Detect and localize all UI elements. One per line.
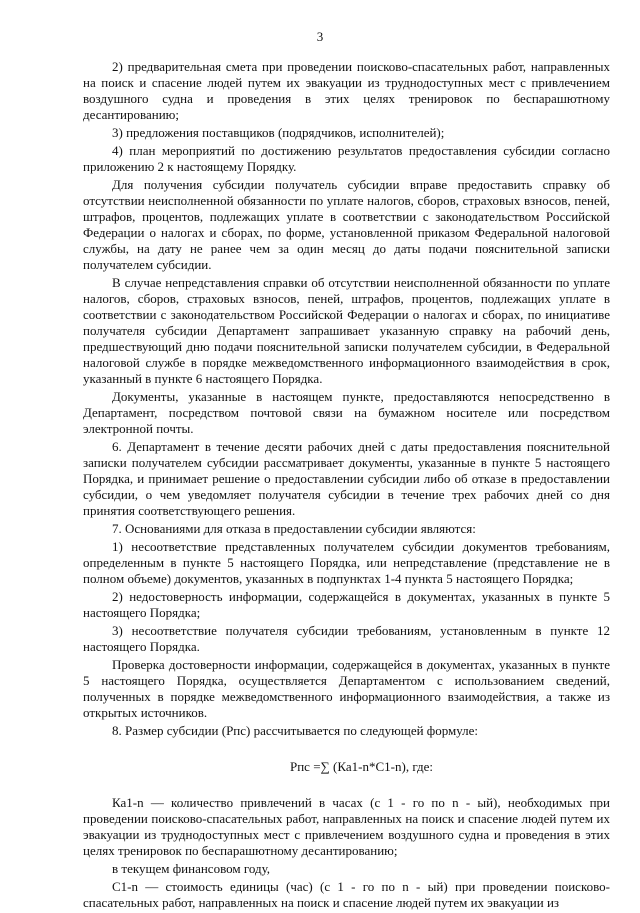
paragraph-certificate-request: В случае непредставления справки об отсутствии неисполненной обязанности по уплате налогов, сборов, страховых взносов, пеней, штрафов, процентов, подлежащих уплате в соответствии с законодательством Российской Федерации о налогах и сборах, по инициативе получателя субсидии Департамент запрашивает указанную справку на рабочий день, предшествующий дню подачи пояснительной записки получателем субсидии, в Федеральной налоговой службе в порядке межведомственного информационного взаимодействия в срок, указанный в пункте 6 настоящего Порядка. xyxy=(83,275,610,386)
paragraph-refusal-reason-1: 1) несоответствие представленных получателем субсидии документов требованиям, определенным в пункте 5 настоящего Порядка, или непредставление (представление не в полном объеме) документов, указанных в подпунктах 1-4 пункта 5 настоящего Порядка; xyxy=(83,539,610,586)
paragraph-preliminary-estimate: 2) предварительная смета при проведении поисково-спасательных работ, направленных на поиск и спасение людей путем их эвакуации из труднодоступных мест с привлечением воздушного судна и проведения в этих целях тренировок по беспарашютному десантированию; xyxy=(83,59,610,122)
document-body xyxy=(83,59,610,913)
paragraph-ka-definition: Ка1-n — количество привлечений в часах (с 1 - го по n - ый), необходимых при проведении поисково-спасательных работ, направленных на поиск и спасение людей путем их эвакуации из труднодоступных мест с привлечением воздушного судна и проведения в этих целях тренировок по беспарашютному десантированию; xyxy=(83,795,610,858)
paragraph-c-definition: С1-n — стоимость единицы (час) (с 1 - го по n - ый) при проведении поисково-спасательных работ, направленных на поиск и спасение людей путем их эвакуации из xyxy=(83,879,610,910)
subsidy-formula: Рпс =∑ (Ка1-n*С1-n), где: xyxy=(290,759,433,774)
paragraph-current-year: в текущем финансовом году, xyxy=(112,861,271,876)
paragraph-documents-delivery: Документы, указанные в настоящем пункте, предоставляются непосредственно в Департамент, посредством почтовой связи на бумажном носителе или посредством электронной почты. xyxy=(83,389,610,436)
paragraph-supplier-proposals: 3) предложения поставщиков (подрядчиков, исполнителей); xyxy=(112,125,445,140)
paragraph-tax-certificate: Для получения субсидии получатель субсидии вправе предоставить справку об отсутствии неисполненной обязанности по уплате налогов, сборов, страховых взносов, пеней, штрафов, процентов, подлежащих уплате в соответствии с законодательством Российской Федерации о налогах и сборах, по форме, установленной приказом Федеральной налоговой службы, на дату не ранее чем за один месяц до даты подачи пояснительной записки получателем субсидии. xyxy=(83,177,610,272)
page-number: 3 xyxy=(316,29,324,44)
paragraph-verification: Проверка достоверности информации, содержащейся в документах, указанных в пункте 5 настоящего Порядка, осуществляется Департаментом с использованием сведений, полученных в порядке межведомственного информационного взаимодействия, а также из открытых источников. xyxy=(83,657,610,720)
paragraph-refusal-reason-3: 3) несоответствие получателя субсидии требованиям, установленным в пункте 12 настоящего Порядка. xyxy=(83,623,610,654)
paragraph-refusal-reason-2: 2) недостоверность информации, содержащейся в документах, указанных в пункте 5 настоящего Порядка; xyxy=(83,589,610,620)
paragraph-clause-7: 7. Основаниями для отказа в предоставлении субсидии являются: xyxy=(112,521,476,536)
paragraph-clause-6: 6. Департамент в течение десяти рабочих дней с даты предоставления пояснительной записки получателем субсидии рассматривает документы, указанные в пункте 5 настоящего Порядка, и принимает решение о предоставлении субсидии либо об отказе в предоставлении субсидии, о чем уведомляет получателя субсидии в течение трех рабочих дней со дня принятия соответствующего решения. xyxy=(83,439,610,518)
paragraph-clause-8: 8. Размер субсидии (Рпс) рассчитывается по следующей формуле: xyxy=(112,723,479,738)
paragraph-action-plan: 4) план мероприятий по достижению результатов предоставления субсидии согласно приложению 2 к настоящему Порядку. xyxy=(83,143,610,174)
